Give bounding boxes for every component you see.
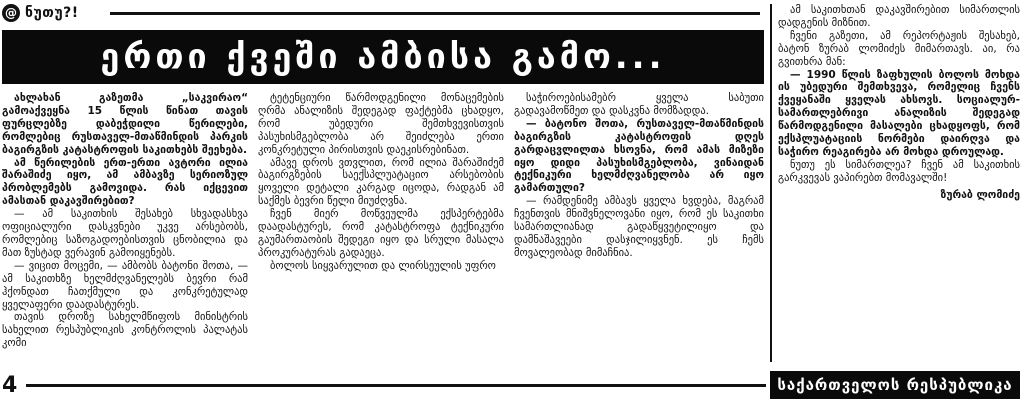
- article-column-2: [258, 92, 504, 368]
- sidebar-paragraphs: [778, 4, 1020, 185]
- sidebar-paragraph: — 1990 წლის ზაფხულის ბოლოს მოხდა ის უბედური შემთხვევა, რომელიც ჩვენს ქვეყანაში ყველას ახსოვს. სოციალურ-სამართლებრივი ანალიზის შედეგად წარმოდგენილი მასალები ცხადყოფს, რომ ექსპლუატაციის ნორმები დაირღვა და საჭირო რეაგირება არ მოხდა დროულად.: [778, 68, 1020, 158]
- headline: ერთი ქვეში ამბისა გამო...: [2, 30, 764, 84]
- sidebar-paragraph: ამ საკითხთან დაკავშირებით სიმართლის დადგენის მიზნით.: [778, 4, 1020, 29]
- sidebar-column: [770, 4, 1020, 362]
- footer-brand: საქართველოს რესპუბლიკა: [770, 371, 1020, 399]
- article-paragraph: ტეტენციური წარმოდგენილი მონაცემების ღრმა ანალიზის შედეგად ფაქტებმა ცხადყო, რომ უბედური შემთხვევისთვის პასუხისმგებლობა არ შეიძლება ერთი კონკრეტული პირისთვის დაეკისრებინათ.: [258, 92, 504, 156]
- article-paragraph: ბოლოს სიყვარულით და ლირსეულის უფრო: [270, 259, 496, 272]
- sidebar-paragraph: ჩვენი გაზეთი, ამ რეპორტაჟის შესახებ, ბატონ ზურაბ ლომიძეს მიმართავს. აი, რა გვითხრა მან:: [778, 29, 1020, 68]
- sidebar-paragraph: ნუთუ ეს სიმართლეა? ჩვენ ამ საკითხის გარკვევას ვაპირებთ მომავალში!: [778, 158, 1020, 184]
- author-signature: ზურაბ ლომიძე: [940, 188, 1020, 201]
- article-paragraph: ახლახან გაზეთმა „საკვირაო“ გამოაქვეყნა 15 წლის წინათ თავის ფურცლებზე დაბეჭდილი წერილები, რომლებიც რუსთაველ-მთაწმინდის პარკის ბაგირგზის კატასტროფის საკითხებს შეეხება.: [2, 92, 248, 156]
- rubric-label: ნუთუ?!: [25, 5, 79, 21]
- page-number: 4: [2, 373, 18, 398]
- article-paragraph: საჭიროებისამებრ ყველა საბუთი გადავამოწმეთ და დასკვნა მომზადდა.: [514, 92, 764, 117]
- article-paragraph: — ბატონო შოთა, რუსთაველ-მთაწმინდის ბაგირგზის კატასტროფის დღეს გარდაცვლილთა ხსოვნა, რომ ამას მიზეზი იყო დიდი პასუხისმგებლობა, ვინაიდან ტექნიკური ხელმძღვანელობა არ იყო გამართული?: [514, 117, 764, 195]
- bottom-rule: [26, 384, 766, 387]
- top-rule: [110, 12, 760, 15]
- rubric: [2, 3, 79, 23]
- article-paragraph: — ამ საკითხის შესახებ სხვადასხვა ოფიციალური დასკვნები უკვე არსებობს, რომლებიც საზოგადოებისთვის ცნობილია და მათ ზუსტად ვერავინ გამოიყენებს.: [2, 208, 248, 259]
- article-paragraph: — რამდენიმე ამბავს ყველა ხვდება, მაგრამ ჩვენთვის მნიშვნელოვანი იყო, რომ ეს საკითხი სამართლიანად გადაწყვეტილიყო და დამნაშავეები დასჯილიყვნენ. ეს ჩემს მოვალეობად მიმაჩნია.: [514, 195, 764, 259]
- article-paragraph: — ვიცით მოცემი, — ამბობს ბატონი შოთა, — ამ საკითხზე ხელმძღვანელებს ბევრი რამ ჰქონდათ ჩათქმული და კონკრეტულად ყველაფერი დაადასტურეს.: [2, 259, 248, 311]
- article-paragraph: ჩვენ მიერ მოწვეულმა ექსპერტებმა დაადასტურეს, რომ კატასტროფა ტექნიკური გაუმართაობის შედეგი იყო და სრული მასალა პროკურატურას გადაეცა.: [258, 208, 504, 259]
- article-column-1: [2, 92, 248, 368]
- article-paragraph: თავის დროზე სახელმწიფოს მინისტრის სახელით რესპუბლიკის კონტროლის პალატას კომი: [2, 311, 248, 350]
- at-sign-icon: @: [2, 4, 20, 22]
- article-body: [2, 92, 764, 368]
- article-paragraph: ამავე დროს ვთვლით, რომ ილია შარაშიძემ ბაგირგზების საექსპლუატაციო არსებობის ყოველი დეტალი კარგად იცოდა, რადგან ამ საქმეს ბევრი წელი მიუძღვნა.: [258, 156, 504, 208]
- article-column-3: [514, 92, 764, 368]
- article-paragraph: ამ წერილების ერთ-ერთი ავტორი ილია შარაშიძე იყო, ამ ამბავზე სერიოზულ პრობლემებს გამოვიდა. რას იქცევით ამასთან დაკავშირებით?: [2, 156, 248, 208]
